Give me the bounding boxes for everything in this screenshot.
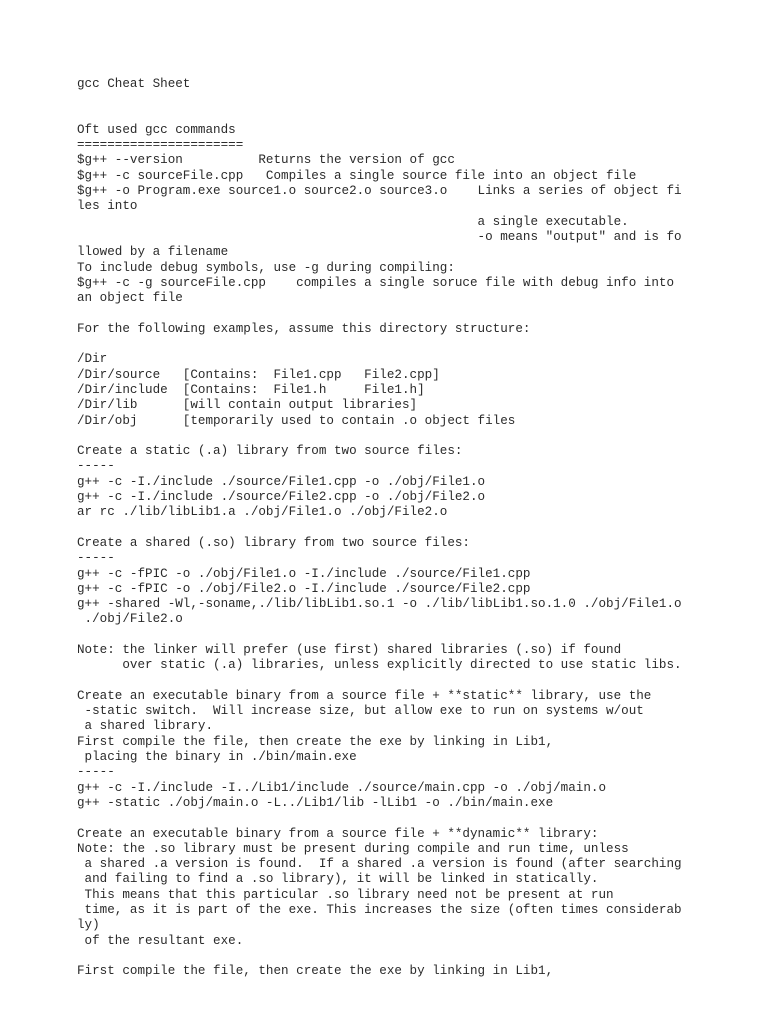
text-line: ./obj/File2.o (77, 612, 183, 627)
text-line: and failing to find a .so library), it will be linked in statically. (77, 872, 599, 887)
text-line: ====================== (77, 138, 244, 153)
text-line: ----- (77, 765, 115, 780)
text-line: Create an executable binary from a source file + **dynamic** library: (77, 826, 599, 841)
text-line: g++ -c -I./include -I../Lib1/include ./source/main.cpp -o ./obj/main.o (77, 780, 607, 795)
text-line: of the resultant exe. (77, 933, 244, 948)
text-line: Create an executable binary from a source file + **static** library, use the (77, 688, 652, 703)
text-line (77, 674, 717, 689)
text-line: ar rc ./lib/libLib1.a ./obj/File1.o ./obj/File2.o (77, 505, 448, 520)
text-line: $g++ -c sourceFile.cpp Compiles a single source file into an object file (77, 168, 637, 183)
text-line: a single executable. (77, 214, 629, 229)
text-line: -o means "output" and is fo (77, 229, 682, 244)
text-line: g++ -c -fPIC -o ./obj/File1.o -I./include ./source/File1.cpp (77, 566, 531, 581)
text-line: an object file (77, 291, 183, 306)
text-line (77, 337, 717, 352)
text-line: For the following examples, assume this directory structure: (77, 321, 531, 336)
text-line: g++ -c -fPIC -o ./obj/File2.o -I./include ./source/File2.cpp (77, 581, 531, 596)
text-line: g++ -static ./obj/main.o -L../Lib1/lib -lLib1 -o ./bin/main.exe (77, 795, 554, 810)
text-line: First compile the file, then create the exe by linking in Lib1, (77, 734, 554, 749)
text-line: To include debug symbols, use -g during compiling: (77, 260, 455, 275)
text-line: g++ -shared -Wl,-soname,./lib/libLib1.so.1 -o ./lib/libLib1.so.1.0 ./obj/File1.o (77, 597, 682, 612)
text-line (77, 628, 717, 643)
text-line (77, 92, 717, 107)
text-line: Create a static (.a) library from two source files: (77, 444, 463, 459)
text-line: g++ -c -I./include ./source/File1.cpp -o ./obj/File1.o (77, 474, 486, 489)
text-line: /Dir/obj [temporarily used to contain .o object files (77, 413, 516, 428)
text-line: over static (.a) libraries, unless explicitly directed to use static libs. (77, 658, 682, 673)
text-line: /Dir/include [Contains: File1.h File1.h] (77, 382, 425, 397)
text-line: ----- (77, 551, 115, 566)
text-line: /Dir/lib [will contain output libraries] (77, 398, 418, 413)
text-line (77, 811, 717, 826)
text-line: gcc Cheat Sheet (77, 77, 191, 91)
text-line: a shared library. (77, 719, 214, 734)
text-line: $g++ -o Program.exe source1.o source2.o source3.o Links a series of object fi (77, 184, 682, 199)
text-line: /Dir/source [Contains: File1.cpp File2.cpp] (77, 367, 440, 382)
text-line: $g++ -c -g sourceFile.cpp compiles a single soruce file with debug info into (77, 275, 675, 290)
text-line: This means that this particular .so library need not be present at run (77, 887, 614, 902)
text-line: ----- (77, 459, 115, 474)
text-line: Oft used gcc commands (77, 122, 236, 137)
text-line: time, as it is part of the exe. This increases the size (often times considerab (77, 903, 682, 918)
text-line: Note: the .so library must be present during compile and run time, unless (77, 841, 629, 856)
text-line: llowed by a filename (77, 245, 229, 260)
text-line (77, 949, 717, 964)
text-line: Note: the linker will prefer (use first) shared libraries (.so) if found (77, 642, 622, 657)
text-line: Create a shared (.so) library from two source files: (77, 535, 470, 550)
text-line: a shared .a version is found. If a shared .a version is found (after searching (77, 857, 682, 872)
text-line: placing the binary in ./bin/main.exe (77, 750, 357, 765)
text-line: -static switch. Will increase size, but allow exe to run on systems w/out (77, 704, 644, 719)
text-line (77, 108, 717, 123)
text-line: ly) (77, 918, 100, 933)
text-line (77, 521, 717, 536)
text-line: $g++ --version Returns the version of gcc (77, 153, 455, 168)
document-page (77, 77, 717, 980)
text-line (77, 429, 717, 444)
text-line: /Dir (77, 352, 108, 367)
text-line: g++ -c -I./include ./source/File2.cpp -o ./obj/File2.o (77, 490, 486, 505)
text-line: First compile the file, then create the exe by linking in Lib1, (77, 964, 554, 979)
text-line (77, 306, 717, 321)
text-line: les into (77, 199, 138, 214)
